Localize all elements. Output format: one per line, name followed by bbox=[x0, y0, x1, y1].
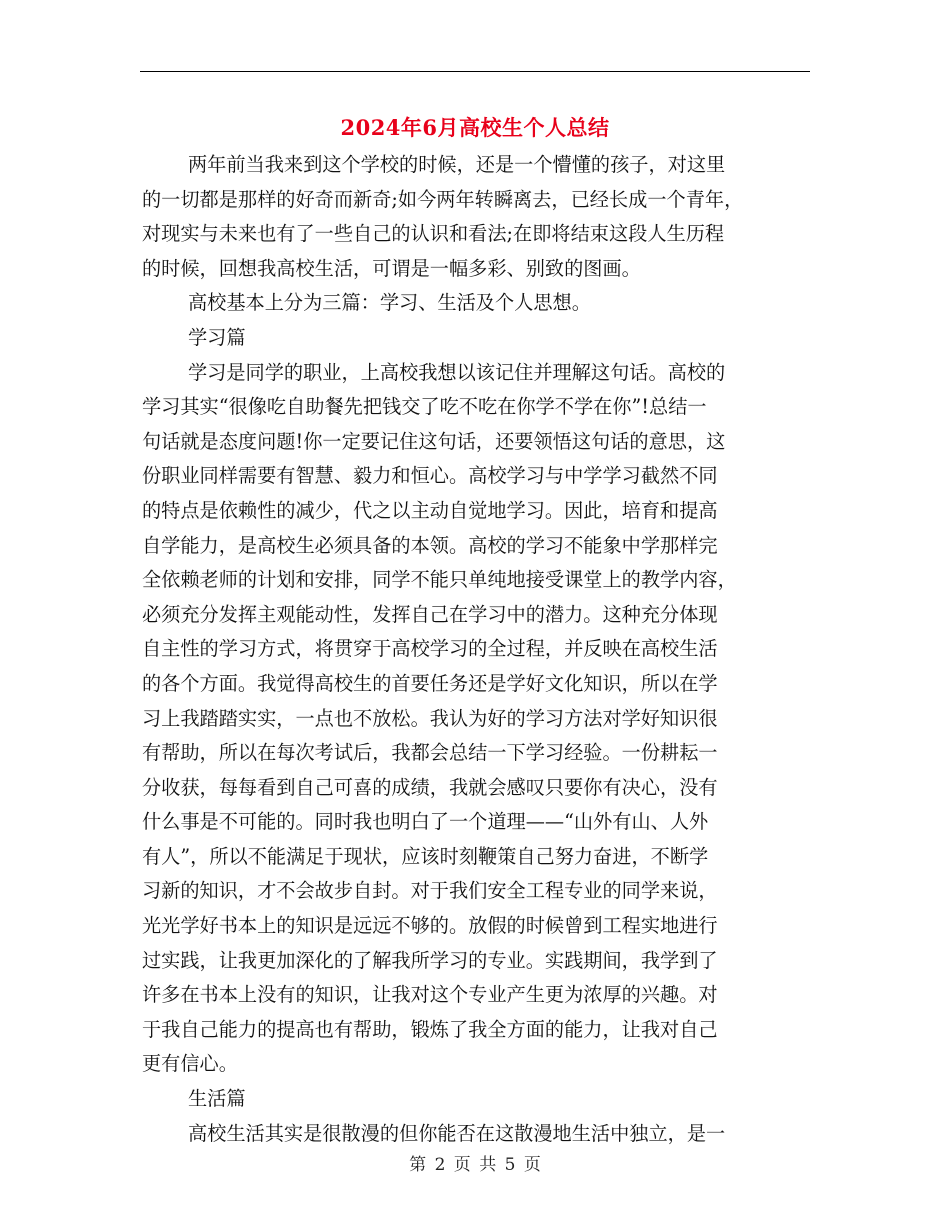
text-line: 有人”，所以不能满足于现状，应该时刻鞭策自己努力奋进，不断学 bbox=[142, 844, 709, 868]
text-line: 两年前当我来到这个学校的时候，还是一个懵懂的孩子，对这里 bbox=[188, 153, 726, 176]
text-line: 的一切都是那样的好奇而新奇;如今两年转瞬离去，已经长成一个青年， bbox=[142, 187, 744, 211]
text-line: 有帮助，所以在每次考试后，我都会总结一下学习经验。一份耕耘一 bbox=[142, 741, 718, 765]
text-line: 高校基本上分为三篇：学习、生活及个人思想。 bbox=[188, 291, 591, 315]
header-rule bbox=[140, 71, 810, 72]
text-line: 什么事是不可能的。同时我也明白了一个道理——“山外有山、人外 bbox=[142, 810, 709, 834]
text-line: 习新的知识，才不会故步自封。对于我们安全工程专业的同学来说， bbox=[142, 879, 718, 903]
document-title: 2024年6月高校生个人总结 bbox=[340, 115, 610, 140]
text-line: 学习篇 bbox=[188, 325, 246, 349]
text-line: 自主性的学习方式，将贯穿于高校学习的全过程，并反映在高校生活 bbox=[142, 637, 718, 661]
text-line: 的时候，回想我高校生活，可谓是一幅多彩、别致的图画。 bbox=[142, 256, 641, 280]
document-body bbox=[142, 148, 810, 1151]
text-line: 于我自己能力的提高也有帮助，锻炼了我全方面的能力，让我对自己 bbox=[142, 1017, 718, 1041]
text-line: 句话就是态度问题!你一定要记住这句话，还要领悟这句话的意思，这 bbox=[142, 429, 726, 453]
text-line: 生活篇 bbox=[188, 1087, 246, 1111]
text-line: 习上我踏踏实实，一点也不放松。我认为好的学习方法对学好知识很 bbox=[142, 706, 718, 730]
text-line: 许多在书本上没有的知识，让我对这个专业产生更为浓厚的兴趣。对 bbox=[142, 983, 718, 1007]
text-line: 分收获，每每看到自己可喜的成绩，我就会感叹只要你有决心，没有 bbox=[142, 775, 718, 799]
text-line: 更有信心。 bbox=[142, 1052, 238, 1076]
text-line: 份职业同样需要有智慧、毅力和恒心。高校学习与中学学习截然不同 bbox=[142, 464, 718, 488]
text-line: 高校生活其实是很散漫的但你能否在这散漫地生活中独立，是一 bbox=[188, 1121, 726, 1145]
text-line: 的特点是依赖性的减少，代之以主动自觉地学习。因此，培育和提高 bbox=[142, 498, 718, 522]
text-line: 学习是同学的职业，上高校我想以该记住并理解这句话。高校的 bbox=[188, 360, 726, 384]
text-line: 全依赖老师的计划和安排，同学不能只单纯地接受课堂上的教学内容， bbox=[142, 568, 737, 592]
text-line: 学习其实“很像吃自助餐先把钱交了吃不吃在你学不学在你”!总结一 bbox=[142, 395, 707, 419]
text-line: 光光学好书本上的知识是远远不够的。放假的时候曾到工程实地进行 bbox=[142, 914, 718, 938]
text-line: 自学能力，是高校生必须具备的本领。高校的学习不能象中学那样完 bbox=[142, 533, 718, 557]
text-line: 的各个方面。我觉得高校生的首要任务还是学好文化知识，所以在学 bbox=[142, 671, 718, 695]
text-line: 必须充分发挥主观能动性，发挥自己在学习中的潜力。这种充分体现 bbox=[142, 602, 718, 626]
page-number: 第 2 页 共 5 页 bbox=[409, 1155, 541, 1175]
text-line: 过实践，让我更加深化的了解我所学习的专业。实践期间，我学到了 bbox=[142, 948, 718, 972]
text-line: 对现实与未来也有了一些自己的认识和看法;在即将结束这段人生历程 bbox=[142, 222, 725, 246]
